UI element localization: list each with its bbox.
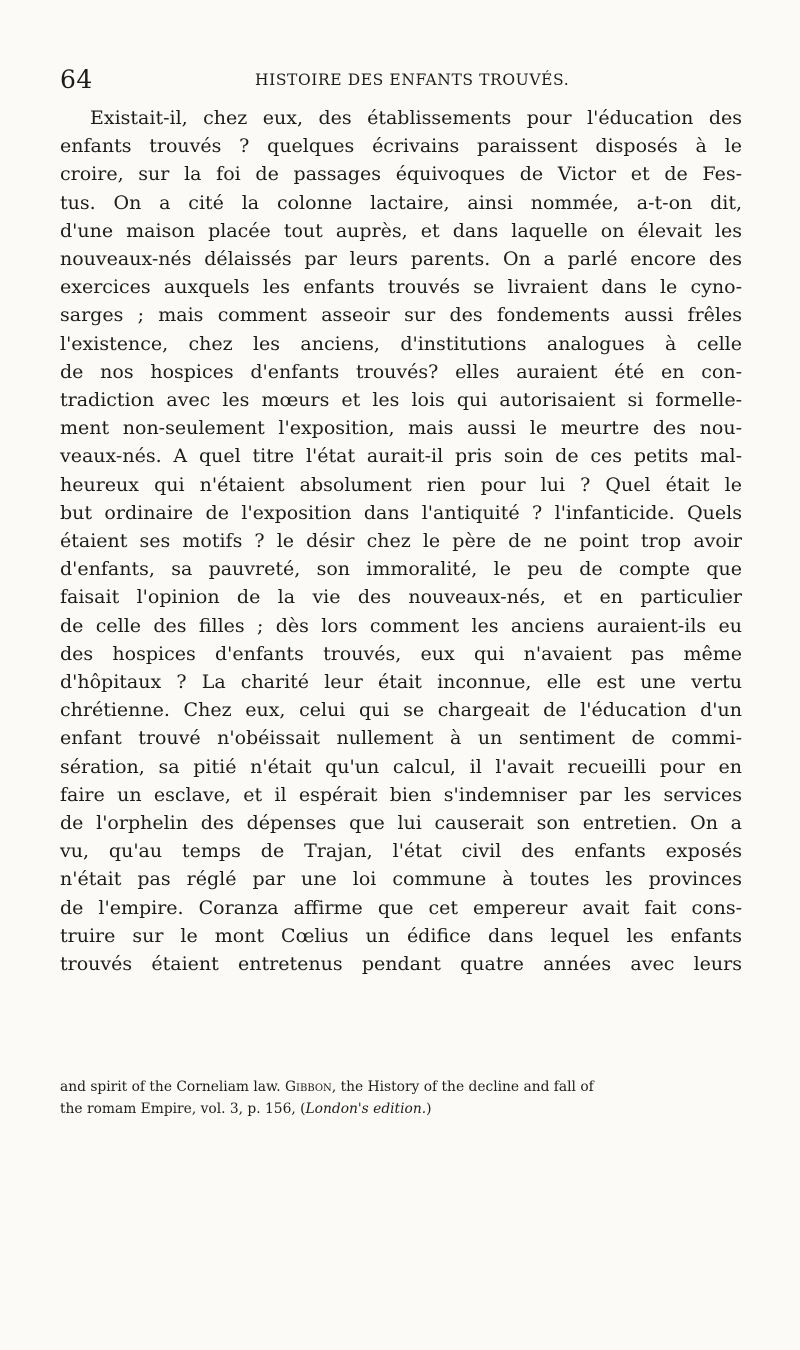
text-line: d'enfants, sa pauvreté, son immoralité, le peu de compte que — [60, 558, 742, 581]
text-line: nouveaux-nés délaissés par leurs parents. On a parlé encore des — [60, 248, 742, 271]
text-line: vu, qu'au temps de Trajan, l'état civil des enfants exposés — [60, 840, 742, 863]
text-line: faire un esclave, et il espérait bien s'indemniser par les services — [60, 783, 742, 806]
text-line: but ordinaire de l'exposition dans l'antiquité ? l'infanticide. Quels — [60, 501, 742, 524]
text-line: n'était pas réglé par une loi commune à toutes les provinces — [60, 868, 742, 891]
footnote-text: , the History of the decline and fall of — [331, 1079, 594, 1095]
text-line: de l'orphelin des dépenses que lui causerait son entretien. On a — [60, 812, 742, 835]
footnote-text: and spirit of the Corneliam law. — [60, 1079, 281, 1095]
page-header — [60, 62, 750, 98]
text-line: tradiction avec les mœurs et les lois qui autorisaient si formelle- — [60, 389, 742, 412]
text-line: faisait l'opinion de la vie des nouveaux-nés, et en particulier — [60, 586, 742, 609]
running-title: HISTOIRE DES ENFANTS TROUVÉS. — [255, 71, 570, 89]
text-line: enfant trouvé n'obéissait nullement à un sentiment de commi- — [60, 727, 742, 750]
text-line: tus. On a cité la colonne lactaire, ainsi nommée, a-t-on dit, — [60, 191, 742, 214]
text-line: de l'empire. Coranza affirme que cet empereur avait fait cons- — [60, 896, 742, 919]
text-line: l'existence, chez les anciens, d'institutions analogues à celle — [60, 332, 742, 355]
text-line: de nos hospices d'enfants trouvés? elles auraient été en con- — [60, 360, 742, 383]
text-line: d'hôpitaux ? La charité leur était inconnue, elle est une vertu — [60, 671, 742, 694]
footnote-edition: London's edition. — [305, 1101, 427, 1117]
text-line: heureux qui n'étaient absolument rien pour lui ? Quel était le — [60, 473, 742, 496]
text-line: veaux-nés. A quel titre l'état aurait-il pris soin de ces petits mal- — [60, 445, 742, 468]
text-line: chrétienne. Chez eux, celui qui se chargeait de l'éducation d'un — [60, 699, 742, 722]
text-line: étaient ses motifs ? le désir chez le père de ne point trop avoir — [60, 530, 742, 553]
text-line: sarges ; mais comment asseoir sur des fondements aussi frêles — [60, 304, 742, 327]
text-line: de celle des filles ; dès lors comment les anciens auraient-ils eu — [60, 614, 742, 637]
text-line: trouvés étaient entretenus pendant quatre années avec leurs — [60, 953, 742, 976]
text-line: croire, sur la foi de passages équivoques de Victor et de Fes- — [60, 163, 742, 186]
footnote-author: Gibbon — [285, 1079, 332, 1095]
footnote-line-2 — [60, 1098, 742, 1120]
text-line: des hospices d'enfants trouvés, eux qui n'avaient pas même — [60, 642, 742, 665]
footnote-text: ) — [426, 1101, 432, 1117]
text-line: enfants trouvés ? quelques écrivains paraissent disposés à le — [60, 135, 742, 158]
footnote — [60, 1076, 742, 1120]
text-line: ment non-seulement l'exposition, mais aussi le meurtre des nou- — [60, 417, 742, 440]
text-line: exercices auxquels les enfants trouvés se livraient dans le cyno- — [60, 276, 742, 299]
page-number: 64 — [60, 65, 93, 94]
footnote-text: the romam Empire, vol. 3, p. 156, ( — [60, 1101, 306, 1117]
body-text — [60, 104, 742, 978]
text-line: Existait-il, chez eux, des établissements pour l'éducation des — [90, 107, 742, 129]
text-line: d'une maison placée tout auprès, et dans laquelle on élevait les — [60, 219, 742, 242]
text-line: sération, sa pitié n'était qu'un calcul, il l'avait recueilli pour en — [60, 755, 742, 778]
footnote-line-1 — [60, 1076, 742, 1098]
text-line: truire sur le mont Cœlius un édifice dans lequel les enfants — [60, 924, 742, 947]
